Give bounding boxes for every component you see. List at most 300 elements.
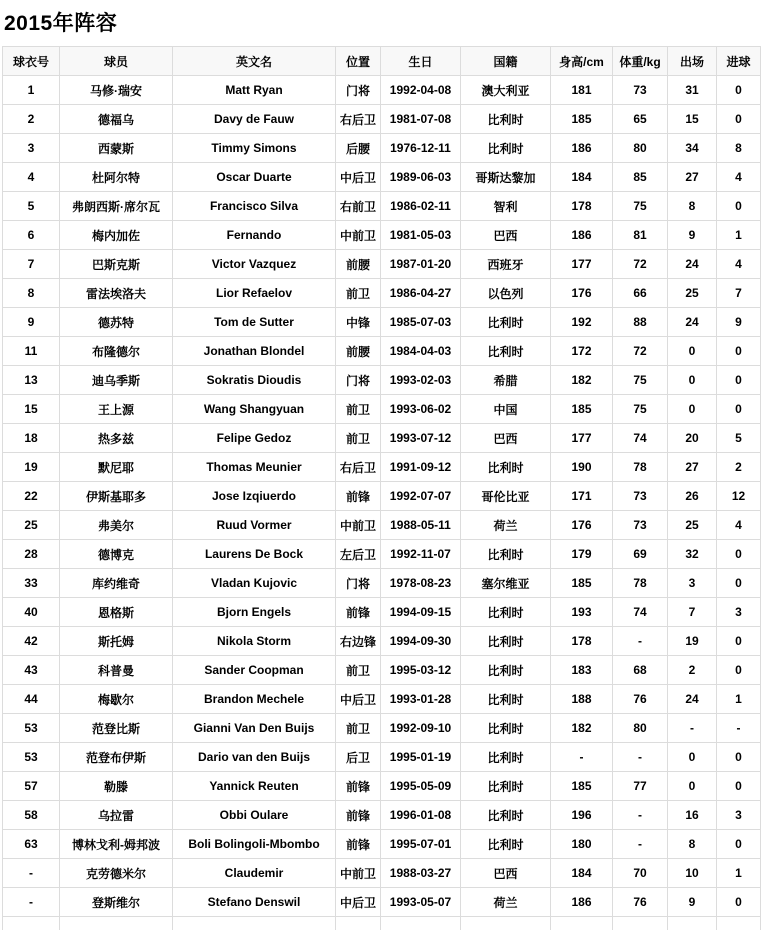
- cell-player: 杜阿尔特: [60, 163, 173, 192]
- cell-jersey: -: [3, 859, 60, 888]
- cell-jersey: 22: [3, 482, 60, 511]
- cell-player: 德福乌: [60, 105, 173, 134]
- cell-height: 185: [551, 569, 613, 598]
- cell-nationality: 哥伦比亚: [461, 482, 551, 511]
- cell-appearances: 0: [668, 772, 717, 801]
- cell-nationality: 比利时: [461, 540, 551, 569]
- cell-height: 185: [551, 772, 613, 801]
- cell-player: 库约维奇: [60, 569, 173, 598]
- cell-weight: 70: [613, 859, 668, 888]
- cell-height: 196: [551, 801, 613, 830]
- cell-weight: 66: [613, 279, 668, 308]
- cell-weight: 88: [613, 308, 668, 337]
- cell-player: 科普曼: [60, 656, 173, 685]
- cell-appearances: 10: [668, 859, 717, 888]
- cell-weight: 75: [613, 366, 668, 395]
- cell-birthday: 1995-07-01: [381, 830, 461, 859]
- cell-weight: 80: [613, 134, 668, 163]
- cell-jersey: 57: [3, 772, 60, 801]
- cell-weight: 73: [613, 482, 668, 511]
- cell-weight: 75: [613, 395, 668, 424]
- table-row: [3, 888, 761, 917]
- cell-goals: 0: [717, 569, 761, 598]
- cell-player: 马修·瑞安: [60, 76, 173, 105]
- cell-empty: [60, 917, 173, 930]
- cell-position: 中前卫: [336, 859, 381, 888]
- cell-english_name: Francisco Silva: [173, 192, 336, 221]
- cell-nationality: 中国: [461, 395, 551, 424]
- cell-jersey: 7: [3, 250, 60, 279]
- cell-birthday: 1994-09-30: [381, 627, 461, 656]
- cell-english_name: Ruud Vormer: [173, 511, 336, 540]
- table-row: [3, 743, 761, 772]
- cell-nationality: 比利时: [461, 337, 551, 366]
- cell-height: 180: [551, 830, 613, 859]
- cell-jersey: -: [3, 888, 60, 917]
- cell-jersey: 19: [3, 453, 60, 482]
- cell-empty: [613, 917, 668, 930]
- cell-nationality: 比利时: [461, 308, 551, 337]
- cell-birthday: 1985-07-03: [381, 308, 461, 337]
- cell-english_name: Fernando: [173, 221, 336, 250]
- cell-weight: 77: [613, 772, 668, 801]
- cell-appearances: 9: [668, 888, 717, 917]
- cell-nationality: 比利时: [461, 453, 551, 482]
- cell-english_name: Lior Refaelov: [173, 279, 336, 308]
- cell-english_name: Davy de Fauw: [173, 105, 336, 134]
- table-row: [3, 105, 761, 134]
- cell-birthday: 1981-05-03: [381, 221, 461, 250]
- cell-weight: -: [613, 627, 668, 656]
- cell-player: 伊斯基耶多: [60, 482, 173, 511]
- column-header-player: 球员: [60, 47, 173, 76]
- cell-english_name: Wang Shangyuan: [173, 395, 336, 424]
- cell-birthday: 1993-05-07: [381, 888, 461, 917]
- cell-birthday: 1976-12-11: [381, 134, 461, 163]
- cell-english_name: Jonathan Blondel: [173, 337, 336, 366]
- column-header-birthday: 生日: [381, 47, 461, 76]
- cell-jersey: 58: [3, 801, 60, 830]
- cell-jersey: 44: [3, 685, 60, 714]
- cell-appearances: 9: [668, 221, 717, 250]
- cell-player: 德苏特: [60, 308, 173, 337]
- cell-player: 迪乌季斯: [60, 366, 173, 395]
- cell-goals: 1: [717, 221, 761, 250]
- column-header-appearances: 出场: [668, 47, 717, 76]
- cell-player: 王上源: [60, 395, 173, 424]
- cell-weight: 75: [613, 192, 668, 221]
- cell-birthday: 1996-01-08: [381, 801, 461, 830]
- cell-jersey: 40: [3, 598, 60, 627]
- cell-position: 后腰: [336, 134, 381, 163]
- cell-player: 勒滕: [60, 772, 173, 801]
- cell-appearances: 15: [668, 105, 717, 134]
- cell-height: 182: [551, 366, 613, 395]
- table-row: [3, 337, 761, 366]
- cell-player: 范登布伊斯: [60, 743, 173, 772]
- cell-jersey: 42: [3, 627, 60, 656]
- cell-height: 172: [551, 337, 613, 366]
- cell-english_name: Matt Ryan: [173, 76, 336, 105]
- cell-weight: 68: [613, 656, 668, 685]
- cell-weight: 78: [613, 569, 668, 598]
- cell-nationality: 希腊: [461, 366, 551, 395]
- cell-nationality: 巴西: [461, 424, 551, 453]
- cell-player: 克劳德米尔: [60, 859, 173, 888]
- cell-player: 梅歇尔: [60, 685, 173, 714]
- table-row: [3, 801, 761, 830]
- cell-empty: [381, 917, 461, 930]
- cell-birthday: 1993-02-03: [381, 366, 461, 395]
- cell-position: 中前卫: [336, 511, 381, 540]
- cell-appearances: 0: [668, 337, 717, 366]
- cell-weight: -: [613, 801, 668, 830]
- cell-player: 弗朗西斯·席尔瓦: [60, 192, 173, 221]
- cell-weight: 76: [613, 888, 668, 917]
- cell-birthday: 1992-04-08: [381, 76, 461, 105]
- cell-position: 左后卫: [336, 540, 381, 569]
- cell-player: 登斯维尔: [60, 888, 173, 917]
- cell-empty: [717, 917, 761, 930]
- cell-nationality: 哥斯达黎加: [461, 163, 551, 192]
- cell-player: 博林戈利-姆邦波: [60, 830, 173, 859]
- cell-english_name: Bjorn Engels: [173, 598, 336, 627]
- cell-appearances: 27: [668, 163, 717, 192]
- cell-goals: 8: [717, 134, 761, 163]
- column-header-english_name: 英文名: [173, 47, 336, 76]
- table-row: [3, 279, 761, 308]
- cell-goals: 0: [717, 656, 761, 685]
- table-row: [3, 453, 761, 482]
- cell-birthday: 1986-04-27: [381, 279, 461, 308]
- cell-jersey: 18: [3, 424, 60, 453]
- squad-table: [2, 46, 761, 930]
- table-row: [3, 76, 761, 105]
- cell-english_name: Nikola Storm: [173, 627, 336, 656]
- cell-jersey: 6: [3, 221, 60, 250]
- cell-birthday: 1991-09-12: [381, 453, 461, 482]
- cell-appearances: 8: [668, 830, 717, 859]
- column-header-nationality: 国籍: [461, 47, 551, 76]
- cell-jersey: 53: [3, 714, 60, 743]
- cell-jersey: 4: [3, 163, 60, 192]
- table-row-partial: [3, 917, 761, 930]
- cell-birthday: 1987-01-20: [381, 250, 461, 279]
- table-row: [3, 714, 761, 743]
- table-row: [3, 366, 761, 395]
- cell-english_name: Oscar Duarte: [173, 163, 336, 192]
- cell-goals: 5: [717, 424, 761, 453]
- page-title: 2015年阵容: [4, 12, 118, 35]
- cell-nationality: 比利时: [461, 830, 551, 859]
- cell-weight: 72: [613, 337, 668, 366]
- cell-goals: 0: [717, 540, 761, 569]
- cell-birthday: 1993-06-02: [381, 395, 461, 424]
- cell-nationality: 比利时: [461, 134, 551, 163]
- column-header-goals: 进球: [717, 47, 761, 76]
- cell-position: 前卫: [336, 279, 381, 308]
- cell-birthday: 1992-09-10: [381, 714, 461, 743]
- cell-english_name: Dario van den Buijs: [173, 743, 336, 772]
- cell-goals: 3: [717, 598, 761, 627]
- cell-appearances: 27: [668, 453, 717, 482]
- cell-weight: 81: [613, 221, 668, 250]
- cell-birthday: 1992-07-07: [381, 482, 461, 511]
- cell-player: 恩格斯: [60, 598, 173, 627]
- cell-nationality: 比利时: [461, 714, 551, 743]
- cell-english_name: Laurens De Bock: [173, 540, 336, 569]
- cell-empty: [173, 917, 336, 930]
- cell-goals: 0: [717, 76, 761, 105]
- cell-weight: 73: [613, 76, 668, 105]
- cell-appearances: 31: [668, 76, 717, 105]
- cell-player: 热多兹: [60, 424, 173, 453]
- cell-position: 前锋: [336, 482, 381, 511]
- cell-goals: 1: [717, 685, 761, 714]
- cell-appearances: 26: [668, 482, 717, 511]
- cell-position: 中后卫: [336, 163, 381, 192]
- cell-jersey: 63: [3, 830, 60, 859]
- cell-nationality: 比利时: [461, 627, 551, 656]
- cell-birthday: 1992-11-07: [381, 540, 461, 569]
- cell-jersey: 8: [3, 279, 60, 308]
- cell-goals: 0: [717, 888, 761, 917]
- table-row: [3, 685, 761, 714]
- cell-position: 前锋: [336, 801, 381, 830]
- cell-english_name: Jose Izqiuerdo: [173, 482, 336, 511]
- cell-height: 188: [551, 685, 613, 714]
- cell-weight: 74: [613, 598, 668, 627]
- cell-appearances: 0: [668, 743, 717, 772]
- cell-nationality: 比利时: [461, 656, 551, 685]
- cell-goals: 3: [717, 801, 761, 830]
- table-row: [3, 598, 761, 627]
- cell-nationality: 荷兰: [461, 511, 551, 540]
- cell-position: 右后卫: [336, 105, 381, 134]
- cell-height: 176: [551, 511, 613, 540]
- cell-appearances: 3: [668, 569, 717, 598]
- cell-empty: [3, 917, 60, 930]
- cell-appearances: 19: [668, 627, 717, 656]
- cell-english_name: Obbi Oulare: [173, 801, 336, 830]
- cell-height: 185: [551, 105, 613, 134]
- table-row: [3, 134, 761, 163]
- cell-height: 171: [551, 482, 613, 511]
- cell-goals: 2: [717, 453, 761, 482]
- cell-position: 中后卫: [336, 888, 381, 917]
- cell-appearances: 0: [668, 366, 717, 395]
- column-header-position: 位置: [336, 47, 381, 76]
- cell-appearances: 24: [668, 308, 717, 337]
- cell-position: 前锋: [336, 830, 381, 859]
- cell-weight: 73: [613, 511, 668, 540]
- cell-jersey: 3: [3, 134, 60, 163]
- cell-weight: 74: [613, 424, 668, 453]
- cell-appearances: 8: [668, 192, 717, 221]
- cell-appearances: 34: [668, 134, 717, 163]
- cell-empty: [551, 917, 613, 930]
- cell-goals: 1: [717, 859, 761, 888]
- cell-nationality: 以色列: [461, 279, 551, 308]
- cell-birthday: 1993-01-28: [381, 685, 461, 714]
- cell-nationality: 澳大利亚: [461, 76, 551, 105]
- cell-position: 后卫: [336, 743, 381, 772]
- cell-english_name: Brandon Mechele: [173, 685, 336, 714]
- cell-jersey: 2: [3, 105, 60, 134]
- cell-english_name: Timmy Simons: [173, 134, 336, 163]
- cell-jersey: 25: [3, 511, 60, 540]
- cell-weight: -: [613, 743, 668, 772]
- table-row: [3, 511, 761, 540]
- cell-empty: [336, 917, 381, 930]
- cell-jersey: 9: [3, 308, 60, 337]
- cell-appearances: 24: [668, 685, 717, 714]
- cell-birthday: 1978-08-23: [381, 569, 461, 598]
- cell-nationality: 比利时: [461, 105, 551, 134]
- cell-player: 范登比斯: [60, 714, 173, 743]
- table-row: [3, 250, 761, 279]
- cell-english_name: Vladan Kujovic: [173, 569, 336, 598]
- cell-position: 门将: [336, 76, 381, 105]
- cell-weight: 80: [613, 714, 668, 743]
- cell-appearances: 25: [668, 279, 717, 308]
- cell-nationality: 比利时: [461, 801, 551, 830]
- cell-nationality: 荷兰: [461, 888, 551, 917]
- cell-jersey: 15: [3, 395, 60, 424]
- cell-goals: 0: [717, 192, 761, 221]
- cell-height: 179: [551, 540, 613, 569]
- cell-nationality: 比利时: [461, 772, 551, 801]
- cell-goals: -: [717, 714, 761, 743]
- cell-position: 右前卫: [336, 192, 381, 221]
- cell-height: 178: [551, 627, 613, 656]
- cell-english_name: Gianni Van Den Buijs: [173, 714, 336, 743]
- cell-height: 184: [551, 163, 613, 192]
- column-header-jersey: 球衣号: [3, 47, 60, 76]
- cell-appearances: -: [668, 714, 717, 743]
- table-row: [3, 859, 761, 888]
- cell-jersey: 1: [3, 76, 60, 105]
- cell-jersey: 13: [3, 366, 60, 395]
- cell-weight: 65: [613, 105, 668, 134]
- cell-nationality: 比利时: [461, 743, 551, 772]
- cell-goals: 0: [717, 772, 761, 801]
- cell-appearances: 32: [668, 540, 717, 569]
- cell-player: 布隆德尔: [60, 337, 173, 366]
- cell-english_name: Stefano Denswil: [173, 888, 336, 917]
- cell-birthday: 1988-05-11: [381, 511, 461, 540]
- cell-position: 中前卫: [336, 221, 381, 250]
- cell-english_name: Claudemir: [173, 859, 336, 888]
- cell-position: 中锋: [336, 308, 381, 337]
- cell-nationality: 塞尔维亚: [461, 569, 551, 598]
- cell-birthday: 1989-06-03: [381, 163, 461, 192]
- cell-birthday: 1994-09-15: [381, 598, 461, 627]
- table-row: [3, 395, 761, 424]
- cell-birthday: 1993-07-12: [381, 424, 461, 453]
- cell-height: 176: [551, 279, 613, 308]
- cell-weight: 78: [613, 453, 668, 482]
- table-row: [3, 830, 761, 859]
- table-row: [3, 192, 761, 221]
- cell-position: 前锋: [336, 772, 381, 801]
- table-row: [3, 627, 761, 656]
- table-row: [3, 569, 761, 598]
- table-row: [3, 540, 761, 569]
- cell-position: 前卫: [336, 395, 381, 424]
- cell-height: 184: [551, 859, 613, 888]
- cell-height: 192: [551, 308, 613, 337]
- cell-jersey: 28: [3, 540, 60, 569]
- cell-english_name: Sokratis Dioudis: [173, 366, 336, 395]
- cell-appearances: 25: [668, 511, 717, 540]
- cell-english_name: Boli Bolingoli-Mbombo: [173, 830, 336, 859]
- cell-player: 默尼耶: [60, 453, 173, 482]
- cell-height: 186: [551, 888, 613, 917]
- cell-player: 斯托姆: [60, 627, 173, 656]
- cell-height: 181: [551, 76, 613, 105]
- cell-appearances: 16: [668, 801, 717, 830]
- cell-english_name: Felipe Gedoz: [173, 424, 336, 453]
- cell-player: 西蒙斯: [60, 134, 173, 163]
- cell-height: 190: [551, 453, 613, 482]
- cell-height: 177: [551, 250, 613, 279]
- cell-empty: [461, 917, 551, 930]
- cell-birthday: 1988-03-27: [381, 859, 461, 888]
- cell-goals: 0: [717, 743, 761, 772]
- cell-player: 雷法埃洛夫: [60, 279, 173, 308]
- table-row: [3, 221, 761, 250]
- cell-birthday: 1995-01-19: [381, 743, 461, 772]
- cell-goals: 12: [717, 482, 761, 511]
- cell-position: 右后卫: [336, 453, 381, 482]
- table-row: [3, 163, 761, 192]
- cell-nationality: 比利时: [461, 598, 551, 627]
- cell-goals: 0: [717, 105, 761, 134]
- squad-table-body: [3, 76, 761, 930]
- cell-english_name: Victor Vazquez: [173, 250, 336, 279]
- cell-goals: 0: [717, 395, 761, 424]
- cell-position: 中后卫: [336, 685, 381, 714]
- table-row: [3, 482, 761, 511]
- cell-jersey: 11: [3, 337, 60, 366]
- cell-birthday: 1986-02-11: [381, 192, 461, 221]
- cell-position: 右边锋: [336, 627, 381, 656]
- table-row: [3, 772, 761, 801]
- cell-birthday: 1984-04-03: [381, 337, 461, 366]
- cell-nationality: 巴西: [461, 859, 551, 888]
- cell-jersey: 53: [3, 743, 60, 772]
- cell-nationality: 西班牙: [461, 250, 551, 279]
- cell-appearances: 20: [668, 424, 717, 453]
- cell-appearances: 2: [668, 656, 717, 685]
- cell-nationality: 智利: [461, 192, 551, 221]
- cell-height: 186: [551, 134, 613, 163]
- cell-goals: 0: [717, 337, 761, 366]
- cell-jersey: 5: [3, 192, 60, 221]
- cell-position: 前锋: [336, 598, 381, 627]
- cell-goals: 0: [717, 830, 761, 859]
- cell-position: 前腰: [336, 337, 381, 366]
- cell-goals: 0: [717, 366, 761, 395]
- cell-height: 186: [551, 221, 613, 250]
- cell-jersey: 33: [3, 569, 60, 598]
- cell-position: 前卫: [336, 424, 381, 453]
- cell-height: 193: [551, 598, 613, 627]
- cell-empty: [668, 917, 717, 930]
- cell-appearances: 24: [668, 250, 717, 279]
- cell-weight: 69: [613, 540, 668, 569]
